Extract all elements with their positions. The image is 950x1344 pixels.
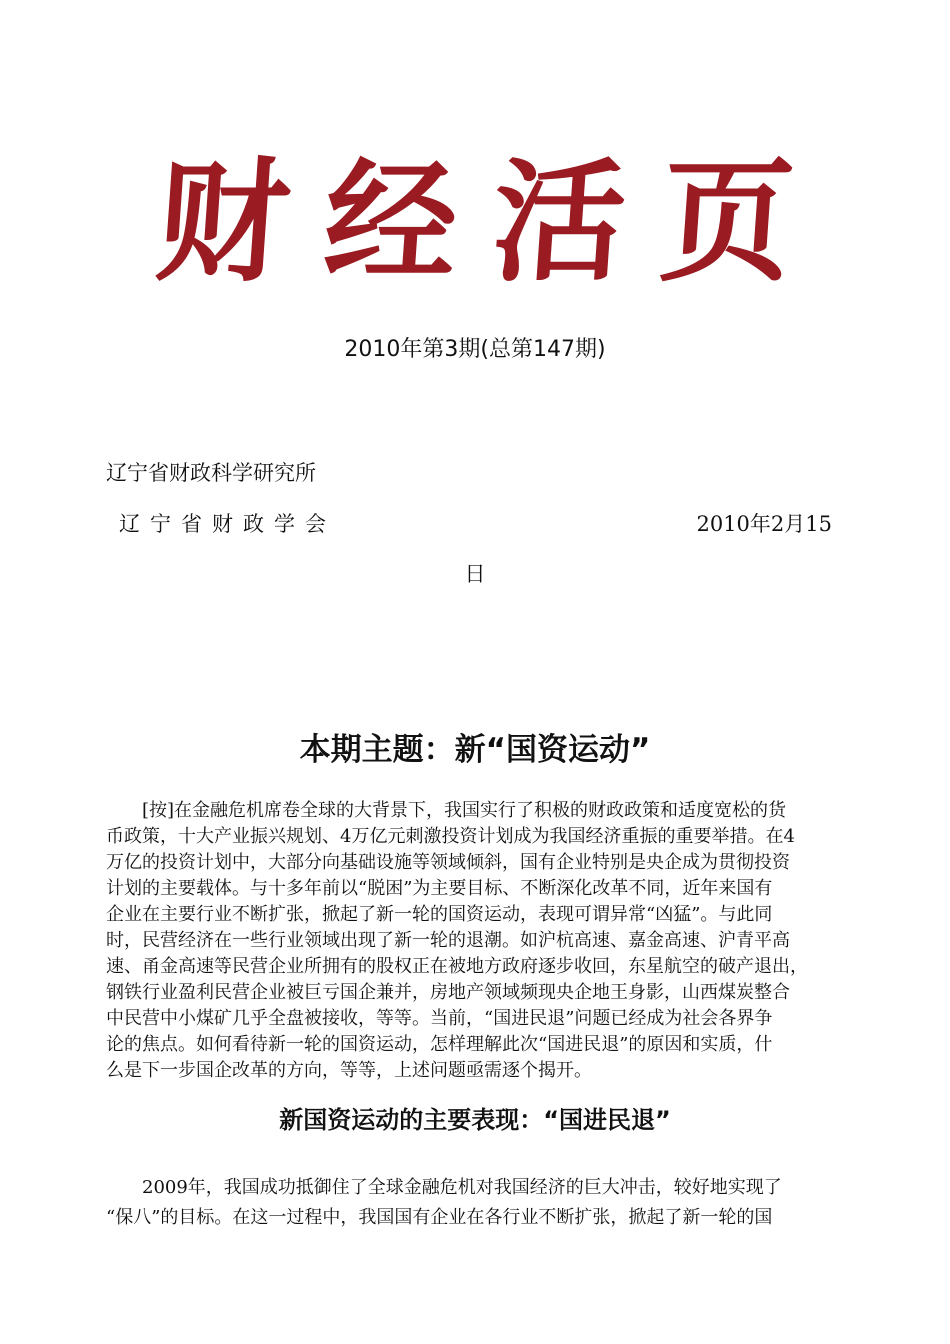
paragraph-line: 2009年，我国成功抵御住了全球金融危机对我国经济的巨大冲击，较好地实现了: [106, 1177, 782, 1198]
paragraph-line: [按]在金融危机席卷全球的大背景下，我国实行了积极的财政政策和适度宽松的货: [106, 800, 787, 821]
paragraph-line: 么是下一步国企改革的方向，等等，上述问题亟需逐个揭开。: [106, 1060, 592, 1081]
issue-number: 2010年第3期(总第147期): [344, 337, 606, 362]
masthead-title: 财经活页: [151, 145, 835, 300]
publish-date-day-char: 日: [464, 562, 486, 586]
section-body-paragraph: [106, 1173, 846, 1233]
paragraph-line: 中民营中小煤矿几乎全盘被接收，等等。当前，“国进民退”问题已经成为社会各界争: [106, 1008, 773, 1029]
paragraph-line: “保八”的目标。在这一过程中，我国国有企业在各行业不断扩张，掀起了新一轮的国: [106, 1207, 773, 1228]
publisher-society: 辽宁省财政学会: [119, 512, 336, 536]
paragraph-line: 钢铁行业盈利民营企业被巨亏国企兼并，房地产领域频现央企地王身影，山西煤炭整合: [106, 982, 790, 1003]
paragraph-line: 企业在主要行业不断扩张，掀起了新一轮的国资运动，表现可谓异常“凶猛”。与此同: [106, 904, 773, 925]
paragraph-line: 论的焦点。如何看待新一轮的国资运动，怎样理解此次“国进民退”的原因和实质，什: [106, 1034, 773, 1055]
editor-note-paragraph: [106, 798, 846, 1084]
issue-theme-heading: 本期主题：新“国资运动”: [299, 732, 651, 768]
section-heading: 新国资运动的主要表现：“国进民退”: [279, 1106, 671, 1134]
publisher-institute: 辽宁省财政科学研究所: [106, 461, 316, 485]
paragraph-line: 速、甬金高速等民营企业所拥有的股权正在被地方政府逐步收回，东星航空的破产退出，: [106, 956, 808, 977]
publish-date: 2010年2月15: [696, 512, 832, 536]
paragraph-line: 币政策，十大产业振兴规划、4万亿元刺激投资计划成为我国经济重振的重要举措。在4: [106, 826, 795, 847]
paragraph-line: 时，民营经济在一些行业领域出现了新一轮的退潮。如沪杭高速、嘉金高速、沪青平高: [106, 930, 790, 951]
paragraph-line: 万亿的投资计划中，大部分向基础设施等领域倾斜，国有企业特别是央企成为贯彻投资: [106, 852, 790, 873]
paragraph-line: 计划的主要载体。与十多年前以“脱困”为主要目标、不断深化改革不同，近年来国有: [106, 878, 773, 899]
